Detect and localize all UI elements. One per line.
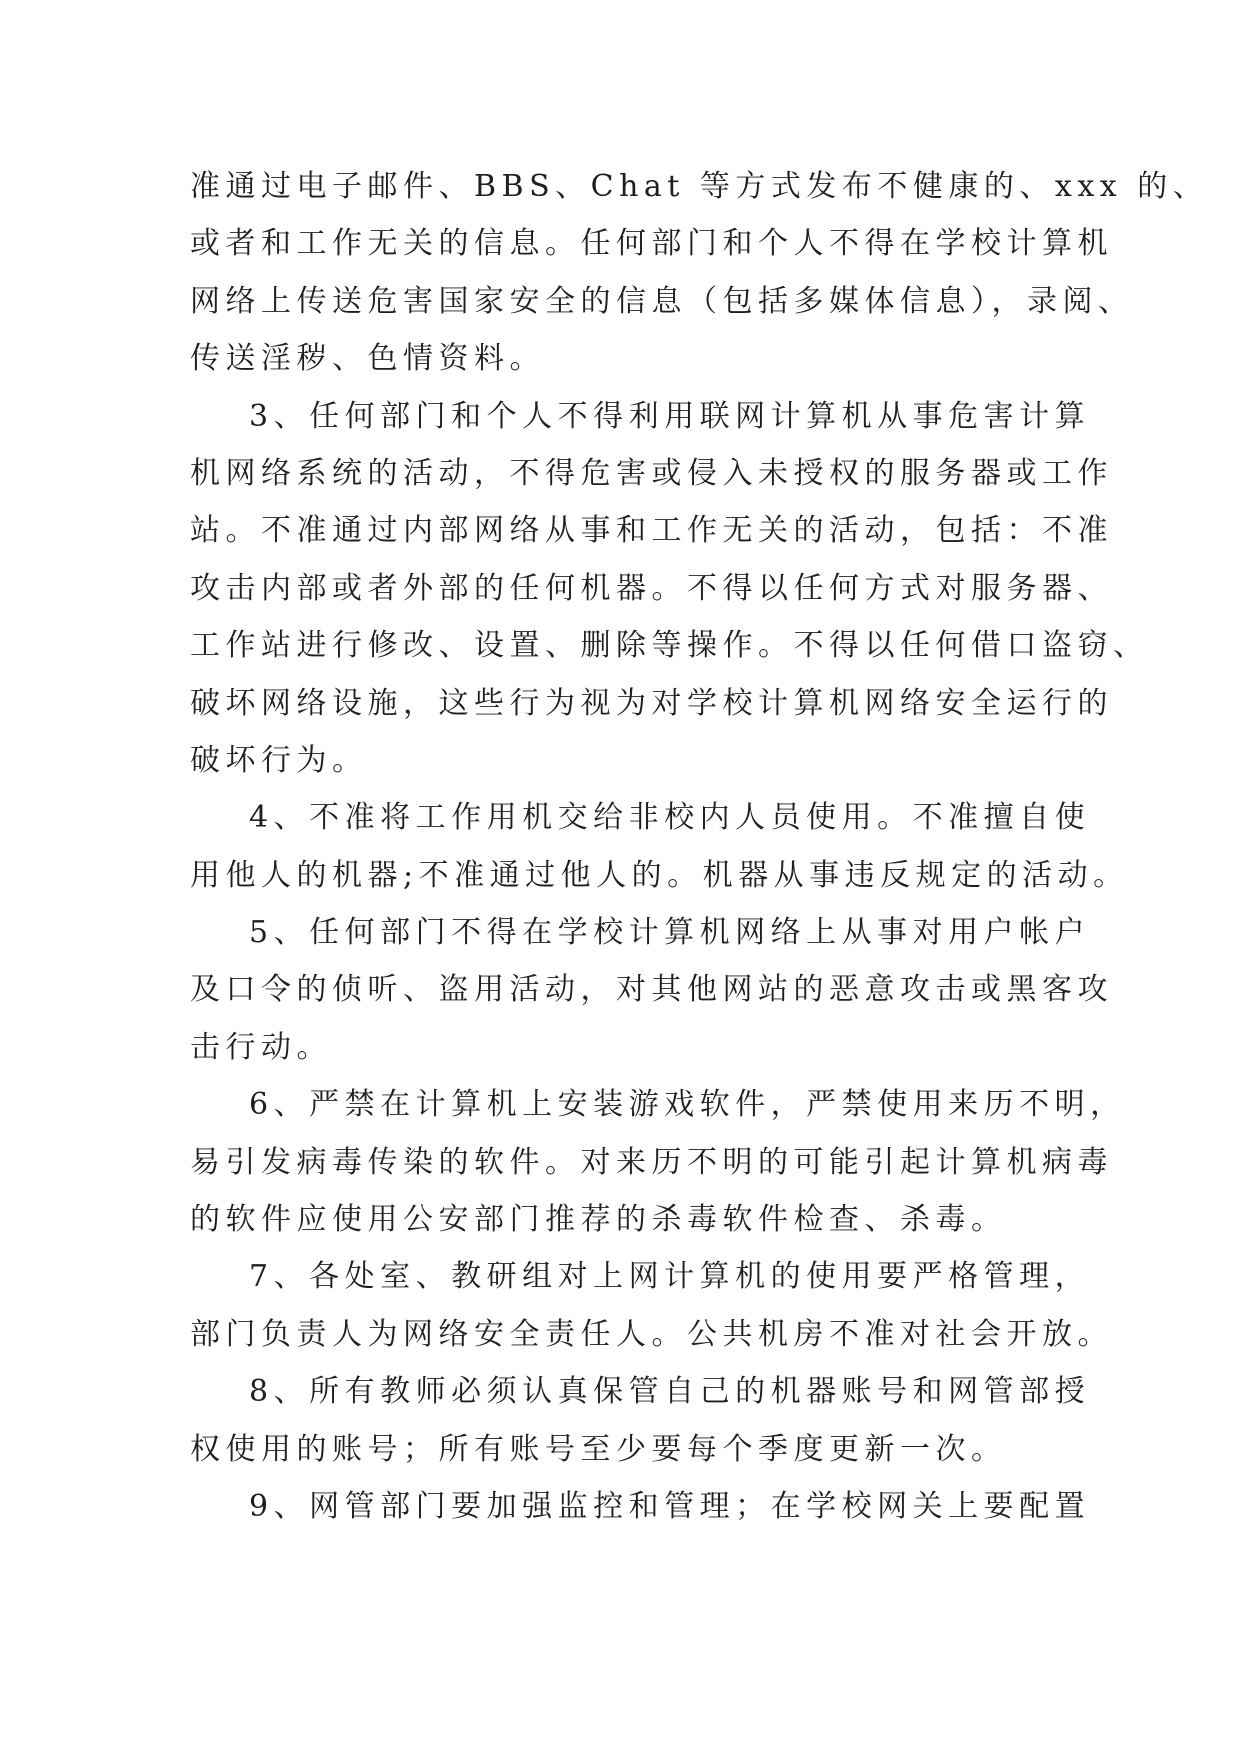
text-line: 部门负责人为网络安全责任人。公共机房不准对社会开放。 [190,1316,1113,1352]
text-line: 攻击内部或者外部的任何机器。不得以任何方式对服务器、 [190,570,1113,606]
text-line: 用他人的机器;不准通过他人的。机器从事违反规定的活动。 [190,857,1129,893]
text-line: 或者和工作无关的信息。任何部门和个人不得在学校计算机 [190,226,1113,262]
text-line: 权使用的账号；所有账号至少要每个季度更新一次。 [190,1431,1007,1467]
paragraph-6-start: 6、严禁在计算机上安装游戏软件，严禁使用来历不明， [249,1087,1126,1123]
text-line: 传送淫秽、色情资料。 [190,341,545,377]
text-line: 网络上传送危害国家安全的信息（包括多媒体信息），录阅、 [190,283,1134,319]
text-line: 破坏行为。 [190,742,368,778]
text-line: 的软件应使用公安部门推荐的杀毒软件检查、杀毒。 [190,1202,1007,1238]
text-line: 击行动。 [190,1029,332,1065]
text-line: 机网络系统的活动，不得危害或侵入未授权的服务器或工作 [190,455,1113,491]
document-body [190,158,1209,1535]
paragraph-4-start: 4、不准将工作用机交给非校内人员使用。不准擅自使 [249,800,1091,836]
text-line: 准通过电子邮件、BBS、Chat 等方式发布不健康的、xxx 的、 [190,169,1209,204]
text-line: 及口令的侦听、盗用活动，对其他网站的恶意攻击或黑客攻 [190,972,1113,1008]
text-line: 工作站进行修改、设置、删除等操作。不得以任何借口盗窃、 [190,628,1149,664]
paragraph-5-start: 5、任何部门不得在学校计算机网络上从事对用户帐户 [249,915,1091,951]
text-line: 站。不准通过内部网络从事和工作无关的活动，包括：不准 [190,513,1113,549]
paragraph-7-start: 7、各处室、教研组对上网计算机的使用要严格管理， [249,1259,1091,1295]
text-line: 破坏网络设施，这些行为视为对学校计算机网络安全运行的 [190,685,1113,721]
paragraph-3-start: 3、任何部门和个人不得利用联网计算机从事危害计算 [249,398,1091,434]
paragraph-8-start: 8、所有教师必须认真保管自己的机器账号和网管部授 [249,1374,1091,1410]
paragraph-9-start: 9、网管部门要加强监控和管理；在学校网关上要配置 [249,1488,1091,1524]
text-line: 易引发病毒传染的软件。对来历不明的可能引起计算机病毒 [190,1144,1113,1180]
